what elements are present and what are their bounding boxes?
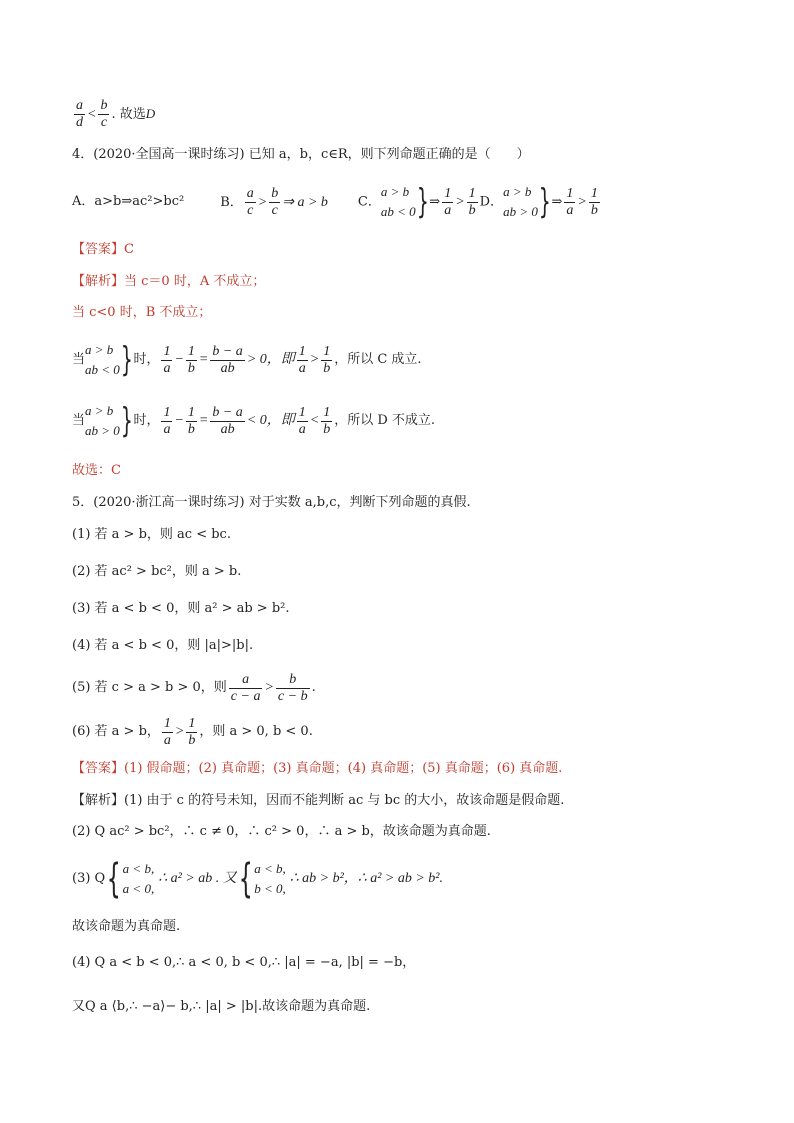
fraction-b-over-c: $\frac{b}{c}$ <box>100 98 108 130</box>
q4-option-a: A．a>b⇒ac²>bc² <box>72 194 185 209</box>
q5-prop-4: (4) 若 a < b < 0，则 |a|>|b|. <box>72 638 254 653</box>
q5-solution-4: (4) Q a < b < 0,∴ a < 0, b < 0,∴ |a| = −a, |b| = −b， <box>72 955 416 970</box>
q4-options <box>72 180 602 224</box>
q5-solution-2: (2) Q ac² > bc²，∴ c ≠ 0，∴ c² > 0，∴ a > b，故该命题为真命题. <box>72 824 491 839</box>
q5-solution-4b: 又Q a ⟨b,∴ −a⟩− b,∴ |a| > |b|.故该命题为真命题. <box>72 999 371 1014</box>
q4-stem: 4．(2020·全国高一课时练习) 已知 a，b，c∈R，则下列命题正确的是（ ） <box>72 147 530 162</box>
q5-solution-3: (3) Q { a < b, a < 0, ∴ a² > ab . 又 { a < b, b < 0, ∴ ab > b²，∴ a² > ab > b². <box>72 856 443 902</box>
q4-analysis-line1: 【解析】当 c＝0 时，A 不成立； <box>72 274 266 289</box>
q5-prop-5: (5) 若 c > a > b > 0，则 $\frac{a}{c - a}$ > $\frac{b}{c - b}$ . <box>72 671 316 704</box>
q4-result: 故选：C <box>72 463 121 478</box>
q5-prop-3: (3) 若 a < b < 0，则 a² > ab > b². <box>72 601 290 616</box>
q4-option-b: B． $\frac{a}{c}$ > $\frac{b}{c}$ ⇒ a > b <box>220 185 328 218</box>
q4-option-d: D． a > b ab > 0 }⇒ $\frac{1}{a}$ > $\frac{1}{b}$ <box>479 182 598 222</box>
q4-option-c: C． a > b ab < 0 }⇒ $\frac{1}{a}$ > $\frac{1}{b}$ <box>357 182 476 222</box>
q5-prop-6: (6) 若 a > b， $\frac{1}{a}$ > $\frac{1}{b}$ ，则 a > 0, b < 0. <box>72 715 313 748</box>
q5-stem: 5．(2020·浙江高一课时练习) 对于实数 a,b,c，判断下列命题的真假. <box>72 495 471 510</box>
q4-case-c: 当 a > b ab < 0 } 时， $\frac{1}{a}$ − $\frac{1}{b}$ = $\frac{b - a}{ab}$ > 0，即 $\frac{1}{a}$ > $\frac{1}{b}$ ，所以 C 成立. <box>72 340 422 380</box>
q5-solution-1: 【解析】(1) 由于 c 的符号未知，因而不能判断 ac 与 bc 的大小，故该命题是假命题. <box>72 793 565 808</box>
fraction-a-over-d: $\frac{a}{d}$ <box>76 98 83 130</box>
q4-case-d: 当 a > b ab > 0 } 时， $\frac{1}{a}$ − $\frac{1}{b}$ = $\frac{b - a}{ab}$ < 0，即 $\frac{1}{a}$ < $\frac{1}{b}$ ，所以 D 不成立. <box>72 401 436 441</box>
q5-prop-2: (2) 若 ac² > bc²，则 a > b. <box>72 564 242 579</box>
q4-analysis-line2: 当 c<0 时，B 不成立； <box>72 305 212 320</box>
q5-prop-1: (1) 若 a > b，则 ac < bc. <box>72 527 231 542</box>
top-fragment: $\frac{a}{d}$ < $\frac{b}{c}$ . 故选D <box>76 98 156 130</box>
q5-solution-3-conclusion: 故该命题为真命题. <box>72 919 181 934</box>
q4-answer: 【答案】C <box>72 242 134 257</box>
q5-answer: 【答案】(1) 假命题；(2) 真命题；(3) 真命题；(4) 真命题；(5) 真命题；(6) 真命题. <box>72 761 563 776</box>
